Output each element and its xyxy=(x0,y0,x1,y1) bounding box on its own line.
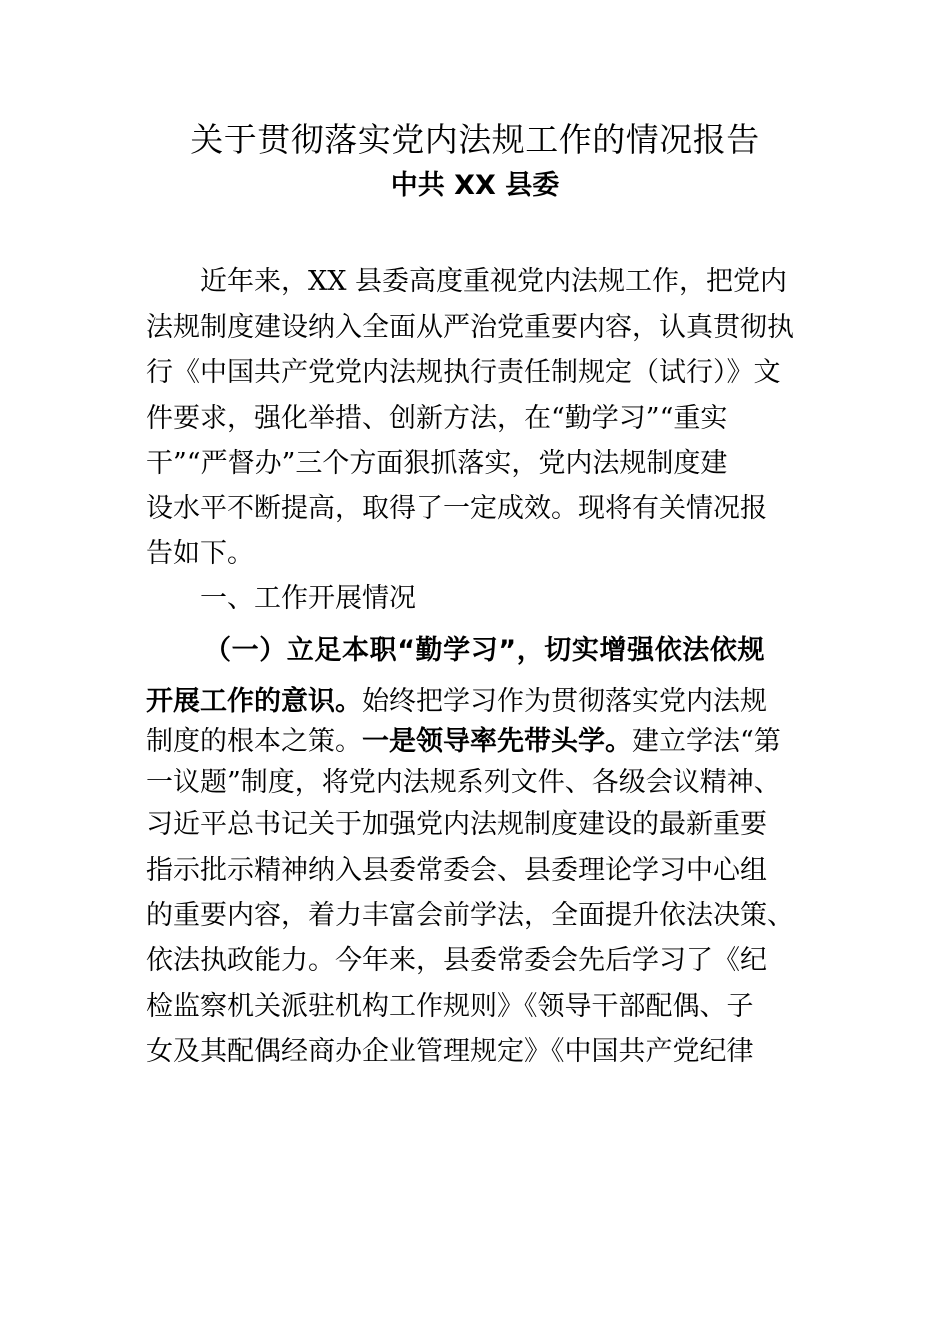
point-heading: 一是领导率先带头学。 xyxy=(362,726,632,757)
paragraph-line: 依法执政能力。今年来，县委常委会先后学习了《纪 xyxy=(146,945,767,976)
intro-line: 近年来，XX 县委高度重视党内法规工作，把党内 xyxy=(200,266,788,297)
paragraph-line xyxy=(146,722,781,762)
paragraph-line: 的重要内容，着力丰富会前学法，全面提升依法决策、 xyxy=(146,900,794,931)
paragraph-line: 女及其配偶经商办企业管理规定》《中国共产党纪律 xyxy=(146,1036,754,1067)
paragraph-text: 制度的根本之策。 xyxy=(146,726,362,757)
paragraph-text: 始终把学习作为贯彻落实党内法规 xyxy=(362,686,767,717)
intro-line: 干”“严督办”三个方面狠抓落实，党内法规制度建 xyxy=(146,448,728,479)
paragraph-line: 指示批示精神纳入县委常委会、县委理论学习中心组 xyxy=(146,855,767,886)
paragraph-line: 习近平总书记关于加强党内法规制度建设的最新重要 xyxy=(146,809,767,840)
paragraph-line: 检监察机关派驻机构工作规则》《领导干部配偶、子 xyxy=(146,991,754,1022)
intro-line: 法规制度建设纳入全面从严治党重要内容，认真贯彻执 xyxy=(146,312,794,343)
subsection-heading: （一）立足本职“勤学习”，切实增强依法依规 xyxy=(204,635,766,666)
intro-line: 行《中国共产党党内法规执行责任制规定（试行）》文 xyxy=(146,357,781,388)
intro-line: 告如下。 xyxy=(146,538,254,569)
document-author: 中共 XX 县委 xyxy=(390,170,560,201)
intro-line: 设水平不断提高，取得了一定成效。现将有关情况报 xyxy=(146,493,767,524)
paragraph-text: 建立学法“第 xyxy=(632,726,781,757)
paragraph-line xyxy=(146,682,767,722)
paragraph-line: 一议题”制度，将党内法规系列文件、各级会议精神、 xyxy=(146,767,781,798)
subsection-heading-continued: 开展工作的意识。 xyxy=(146,686,362,717)
document-title: 关于贯彻落实党内法规工作的情况报告 xyxy=(190,120,760,159)
intro-line: 件要求，强化举措、创新方法，在“勤学习”“重实 xyxy=(146,403,728,434)
section-heading: 一、工作开展情况 xyxy=(200,583,416,614)
